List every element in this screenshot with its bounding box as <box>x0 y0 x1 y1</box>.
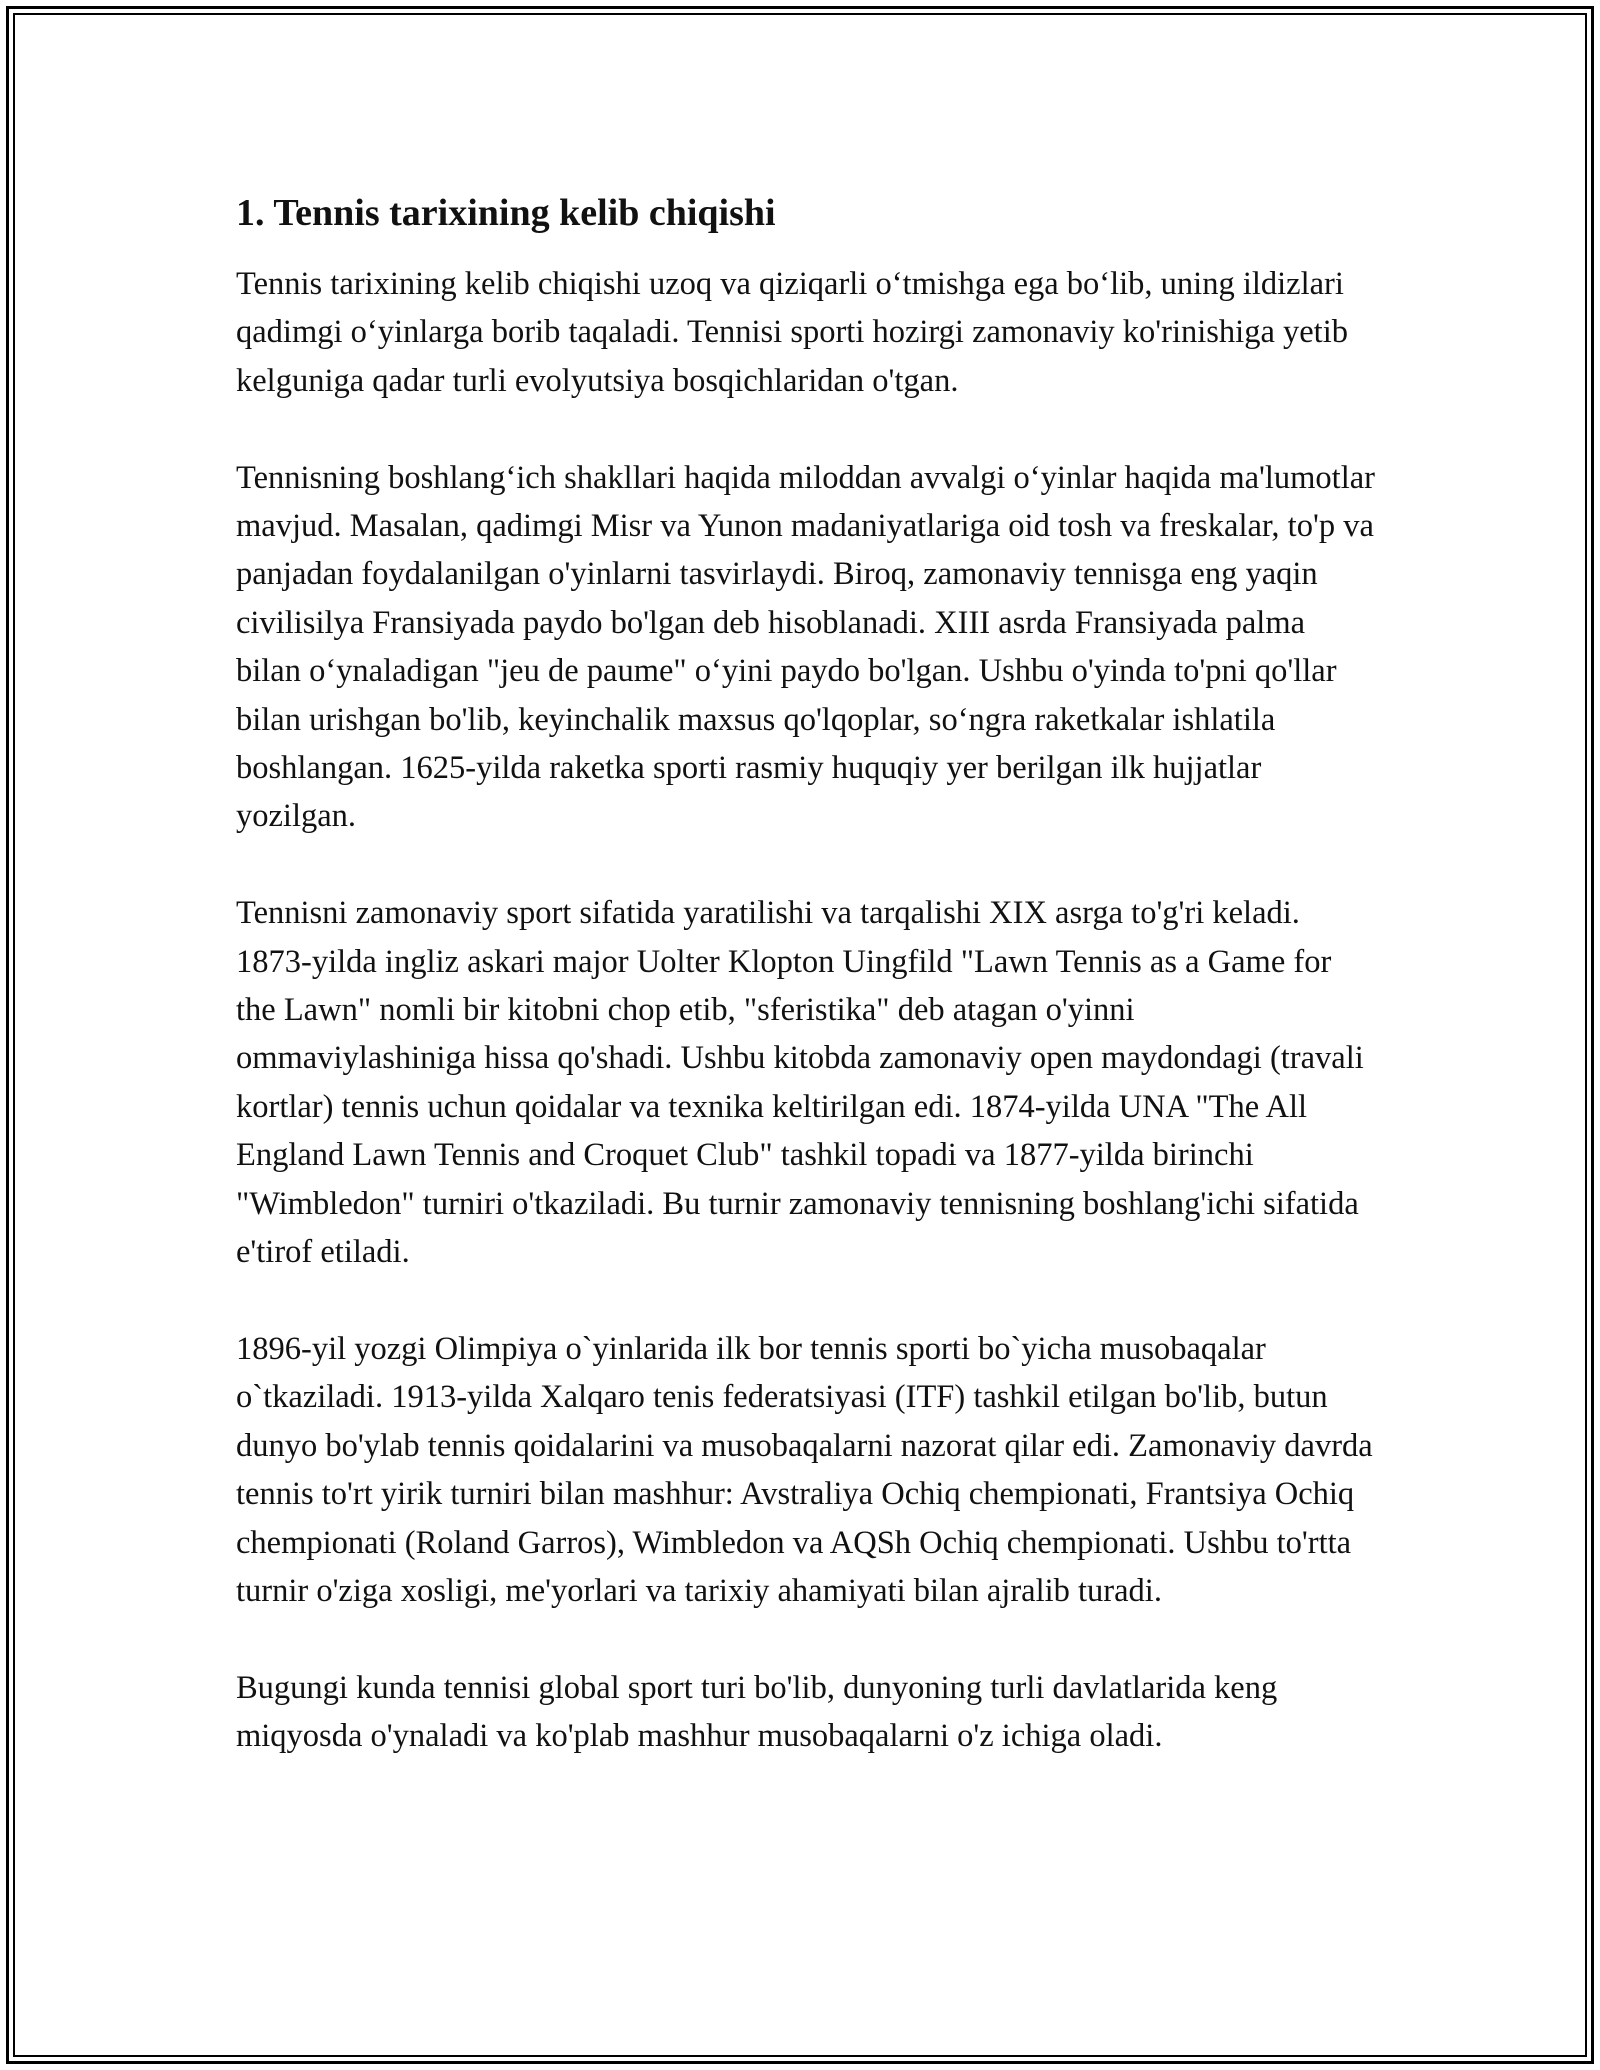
paragraph-early-forms: Tennisning boshlang‘ich shakllari haqida miloddan avvalgi o‘yinlar haqida ma'lumotlar mavjud. Masalan, qadimgi Misr va Yunon madaniyatlariga oid tosh va freskalar, to'p va panjadan foydalanilgan o'yinlarni tasvirlaydi. Biroq, zamonaviy tennisga eng yaqin civilisilya Fransiyada paydo bo'lgan deb hisoblanadi. XIII asrda Fransiyada palma bilan o‘ynaladigan "jeu de paume" o‘yini paydo bo'lgan. Ushbu o'yinda to'pni qo'llar bilan urishgan bo'lib, keyinchalik maxsus qo'lqoplar, so‘ngra raketkalar ishlatila boshlangan. 1625-yilda raketka sporti rasmiy huquqiy yer berilgan ilk hujjatlar yozilgan. <box>236 459 1375 835</box>
paragraph-today: Bugungi kunda tennisi global sport turi bo'lib, dunyoning turli davlatlarida keng miqyosda o'ynaladi va ko'plab mashhur musobaqalarni o'z ichiga oladi. <box>236 1669 1278 1755</box>
paragraph-intro: Tennis tarixining kelib chiqishi uzoq va qiziqarli o‘tmishga ega bo‘lib, uning ildizlari qadimgi o‘yinlarga borib taqaladi. Tennisi sporti hozirgi zamonaviy ko'rinishiga yetib kelguniga qadar turli evolyutsiya bosqichlaridan o'tgan. <box>236 266 1348 399</box>
paragraph-olympics-grand-slams: 1896-yil yozgi Olimpiya o`yinlarida ilk bor tennis sporti bo`yicha musobaqalar o`tkaziladi. 1913-yilda Xalqaro tenis federatsiyasi (ITF) tashkil etilgan bo'lib, butun dunyo bo'ylab tennis qoidalarini va musobaqalarni nazorat qilar edi. Zamonaviy davrda tennis to'rt yirik turniri bilan mashhur: Avstraliya Ochiq chempionati, Frantsiya Ochiq chempionati (Roland Garros), Wimbledon va AQSh Ochiq chempionati. Ushbu to'rtta turnir o'ziga xosligi, me'yorlari va tarixiy ahamiyati bilan ajralib turadi. <box>236 1330 1373 1609</box>
paragraph-modern-origins: Tennisni zamonaviy sport sifatida yaratilishi va tarqalishi XIX asrga to'g'ri keladi. 1873-yilda ingliz askari major Uolter Klopton Uingfild "Lawn Tennis as a Game for the Lawn" nomli bir kitobni chop etib, "sferistika" deb atagan o'yinni ommaviylashiniga hissa qo'shadi. Ushbu kitobda zamonaviy open maydondagi (travali kortlar) tennis uchun qoidalar va texnika keltirilgan edi. 1874-yilda UNA "The All England Lawn Tennis and Croquet Club" tashkil topadi va 1877-yilda birinchi "Wimbledon" turniri o'tkaziladi. Bu turnir zamonaviy tennisning boshlang'ichi sifatida e'tirof etiladi. <box>236 895 1364 1271</box>
document-body <box>236 188 1376 1761</box>
section-heading: 1. Tennis tarixining kelib chiqishi <box>236 192 776 234</box>
